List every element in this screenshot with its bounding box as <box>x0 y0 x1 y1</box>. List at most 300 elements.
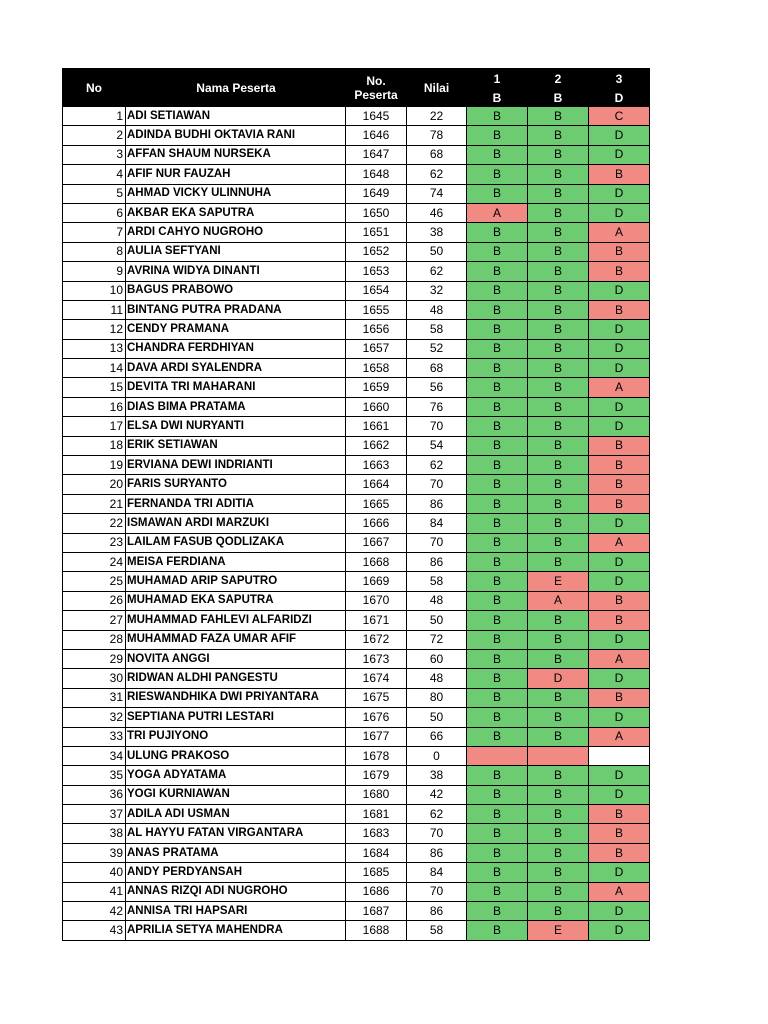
table-row <box>63 649 650 668</box>
answer-cell-3: B <box>589 475 650 494</box>
table-row <box>63 397 650 416</box>
score: 84 <box>407 863 467 882</box>
answer-cell-3: B <box>589 165 650 184</box>
table-row <box>63 262 650 281</box>
answer-cell-3: D <box>589 552 650 571</box>
answer-cell-3: A <box>589 378 650 397</box>
row-number: 15 <box>63 378 126 397</box>
answer-cell-2: B <box>528 494 589 513</box>
answer-cell-2: B <box>528 824 589 843</box>
answer-cell-2: B <box>528 145 589 164</box>
answer-cell-2: B <box>528 649 589 668</box>
table-row <box>63 436 650 455</box>
participant-number: 1673 <box>346 649 407 668</box>
participant-name: YOGA ADYATAMA <box>126 766 346 785</box>
answer-cell-2: B <box>528 378 589 397</box>
row-number: 20 <box>63 475 126 494</box>
participant-name: AFFAN SHAUM NURSEKA <box>126 145 346 164</box>
header-no-peserta-label: No. Peserta <box>354 73 398 102</box>
participant-number: 1685 <box>346 863 407 882</box>
participant-number: 1671 <box>346 611 407 630</box>
participant-number: 1658 <box>346 359 407 378</box>
score: 58 <box>407 572 467 591</box>
answer-cell-1: B <box>467 397 528 416</box>
participant-name: BAGUS PRABOWO <box>126 281 346 300</box>
answer-cell-1: B <box>467 902 528 921</box>
row-number: 31 <box>63 688 126 707</box>
answer-cell-3: B <box>589 843 650 862</box>
participant-number: 1681 <box>346 805 407 824</box>
answer-cell-3: D <box>589 281 650 300</box>
table-row <box>63 494 650 513</box>
answer-cell-1: B <box>467 552 528 571</box>
answer-cell-2: B <box>528 281 589 300</box>
participant-name: LAILAM FASUB QODLIZAKA <box>126 533 346 552</box>
answer-cell-3: D <box>589 320 650 339</box>
score: 42 <box>407 785 467 804</box>
answer-cell-2: B <box>528 863 589 882</box>
score: 74 <box>407 184 467 203</box>
participant-name: RIESWANDHIKA DWI PRIYANTARA <box>126 688 346 707</box>
score: 52 <box>407 339 467 358</box>
answer-cell-3: B <box>589 494 650 513</box>
score: 56 <box>407 378 467 397</box>
header-row-top <box>63 69 650 89</box>
table-row <box>63 417 650 436</box>
participant-number: 1672 <box>346 630 407 649</box>
answer-cell-2: B <box>528 552 589 571</box>
participant-number: 1675 <box>346 688 407 707</box>
table-row <box>63 921 650 940</box>
answer-cell-2: B <box>528 475 589 494</box>
row-number: 9 <box>63 262 126 281</box>
row-number: 6 <box>63 203 126 222</box>
table-row <box>63 281 650 300</box>
participant-number: 1663 <box>346 456 407 475</box>
score: 50 <box>407 708 467 727</box>
answer-cell-1: B <box>467 533 528 552</box>
participant-name: YOGI KURNIAWAN <box>126 785 346 804</box>
answer-cell-2: B <box>528 107 589 126</box>
answer-cell-1: B <box>467 591 528 610</box>
answer-cell-3 <box>589 746 650 765</box>
answer-cell-1: B <box>467 262 528 281</box>
answer-cell-1: B <box>467 708 528 727</box>
answer-cell-1 <box>467 746 528 765</box>
table-row <box>63 203 650 222</box>
answer-cell-1: B <box>467 494 528 513</box>
score: 58 <box>407 921 467 940</box>
header-no-peserta <box>346 69 407 107</box>
answer-cell-3: C <box>589 107 650 126</box>
participant-number: 1651 <box>346 223 407 242</box>
participant-name: DEVITA TRI MAHARANI <box>126 378 346 397</box>
table-row <box>63 727 650 746</box>
row-number: 4 <box>63 165 126 184</box>
row-number: 16 <box>63 397 126 416</box>
score: 48 <box>407 669 467 688</box>
answer-cell-2: B <box>528 456 589 475</box>
participant-name: ERVIANA DEWI INDRIANTI <box>126 456 346 475</box>
participant-name: ADINDA BUDHI OKTAVIA RANI <box>126 126 346 145</box>
table-row <box>63 165 650 184</box>
header-nilai: Nilai <box>407 69 467 107</box>
answer-key-3: D <box>589 89 650 107</box>
participant-number: 1677 <box>346 727 407 746</box>
participant-name: APRILIA SETYA MAHENDRA <box>126 921 346 940</box>
answer-cell-1: B <box>467 456 528 475</box>
participant-name: CHANDRA FERDHIYAN <box>126 339 346 358</box>
answer-cell-1: B <box>467 882 528 901</box>
participant-name: ULUNG PRAKOSO <box>126 746 346 765</box>
participant-name: DIAS BIMA PRATAMA <box>126 397 346 416</box>
participant-number: 1655 <box>346 300 407 319</box>
score: 0 <box>407 746 467 765</box>
participant-name: CENDY PRAMANA <box>126 320 346 339</box>
score: 54 <box>407 436 467 455</box>
score: 48 <box>407 300 467 319</box>
participant-name: AFIF NUR FAUZAH <box>126 165 346 184</box>
participant-number: 1662 <box>346 436 407 455</box>
participant-name: ANNISA TRI HAPSARI <box>126 902 346 921</box>
participant-number: 1648 <box>346 165 407 184</box>
row-number: 34 <box>63 746 126 765</box>
participant-number: 1688 <box>346 921 407 940</box>
participant-name: AVRINA WIDYA DINANTI <box>126 262 346 281</box>
participant-number: 1653 <box>346 262 407 281</box>
answer-cell-2: B <box>528 203 589 222</box>
answer-cell-2: B <box>528 397 589 416</box>
participant-score-table <box>62 68 650 941</box>
table-row <box>63 514 650 533</box>
answer-cell-3: B <box>589 611 650 630</box>
score: 38 <box>407 223 467 242</box>
answer-cell-1: B <box>467 572 528 591</box>
table-row <box>63 824 650 843</box>
row-number: 35 <box>63 766 126 785</box>
participant-number: 1678 <box>346 746 407 765</box>
row-number: 26 <box>63 591 126 610</box>
answer-cell-1: B <box>467 107 528 126</box>
participant-number: 1647 <box>346 145 407 164</box>
row-number: 17 <box>63 417 126 436</box>
answer-cell-1: B <box>467 824 528 843</box>
participant-number: 1668 <box>346 552 407 571</box>
participant-name: ANNAS RIZQI ADI NUGROHO <box>126 882 346 901</box>
score: 62 <box>407 262 467 281</box>
table-row <box>63 766 650 785</box>
row-number: 7 <box>63 223 126 242</box>
answer-cell-1: B <box>467 475 528 494</box>
row-number: 22 <box>63 514 126 533</box>
answer-cell-1: B <box>467 417 528 436</box>
answer-cell-2: B <box>528 882 589 901</box>
participant-name: AL HAYYU FATAN VIRGANTARA <box>126 824 346 843</box>
answer-cell-1: B <box>467 320 528 339</box>
answer-cell-2: B <box>528 223 589 242</box>
row-number: 1 <box>63 107 126 126</box>
answer-cell-1: B <box>467 242 528 261</box>
answer-cell-3: A <box>589 882 650 901</box>
row-number: 19 <box>63 456 126 475</box>
table-row <box>63 746 650 765</box>
participant-number: 1679 <box>346 766 407 785</box>
row-number: 3 <box>63 145 126 164</box>
answer-cell-2: B <box>528 184 589 203</box>
participant-number: 1660 <box>346 397 407 416</box>
table-row <box>63 843 650 862</box>
header-nama-peserta: Nama Peserta <box>126 69 346 107</box>
score: 66 <box>407 727 467 746</box>
participant-name: MUHAMMAD FAHLEVI ALFARIDZI <box>126 611 346 630</box>
participant-name: FARIS SURYANTO <box>126 475 346 494</box>
participant-number: 1684 <box>346 843 407 862</box>
answer-cell-2: B <box>528 611 589 630</box>
header-no: No <box>63 69 126 107</box>
participant-name: ADILA ADI USMAN <box>126 805 346 824</box>
table-row <box>63 805 650 824</box>
answer-cell-1: B <box>467 281 528 300</box>
answer-cell-2 <box>528 746 589 765</box>
answer-cell-3: D <box>589 669 650 688</box>
table-row <box>63 223 650 242</box>
row-number: 33 <box>63 727 126 746</box>
row-number: 13 <box>63 339 126 358</box>
answer-cell-1: B <box>467 630 528 649</box>
row-number: 24 <box>63 552 126 571</box>
participant-number: 1646 <box>346 126 407 145</box>
answer-cell-1: B <box>467 436 528 455</box>
row-number: 10 <box>63 281 126 300</box>
row-number: 30 <box>63 669 126 688</box>
participant-name: TRI PUJIYONO <box>126 727 346 746</box>
row-number: 12 <box>63 320 126 339</box>
participant-number: 1670 <box>346 591 407 610</box>
answer-cell-3: D <box>589 397 650 416</box>
table-row <box>63 882 650 901</box>
table-body <box>63 107 650 941</box>
answer-cell-3: D <box>589 863 650 882</box>
row-number: 32 <box>63 708 126 727</box>
participant-name: ARDI CAHYO NUGROHO <box>126 223 346 242</box>
score: 86 <box>407 843 467 862</box>
answer-cell-3: B <box>589 242 650 261</box>
row-number: 8 <box>63 242 126 261</box>
answer-cell-3: D <box>589 921 650 940</box>
participant-number: 1676 <box>346 708 407 727</box>
participant-number: 1687 <box>346 902 407 921</box>
score: 62 <box>407 456 467 475</box>
answer-cell-2: B <box>528 262 589 281</box>
row-number: 36 <box>63 785 126 804</box>
row-number: 42 <box>63 902 126 921</box>
score: 38 <box>407 766 467 785</box>
table-row <box>63 242 650 261</box>
table-row <box>63 708 650 727</box>
row-number: 41 <box>63 882 126 901</box>
answer-cell-3: D <box>589 630 650 649</box>
participant-name: ERIK SETIAWAN <box>126 436 346 455</box>
answer-cell-3: A <box>589 727 650 746</box>
participant-name: BINTANG PUTRA PRADANA <box>126 300 346 319</box>
answer-cell-2: E <box>528 572 589 591</box>
answer-cell-2: B <box>528 417 589 436</box>
score: 48 <box>407 591 467 610</box>
answer-cell-3: D <box>589 514 650 533</box>
answer-cell-2: A <box>528 591 589 610</box>
answer-cell-2: B <box>528 300 589 319</box>
answer-cell-1: B <box>467 727 528 746</box>
table-row <box>63 456 650 475</box>
score: 22 <box>407 107 467 126</box>
score: 84 <box>407 514 467 533</box>
participant-number: 1661 <box>346 417 407 436</box>
row-number: 39 <box>63 843 126 862</box>
row-number: 5 <box>63 184 126 203</box>
table-row <box>63 145 650 164</box>
participant-number: 1664 <box>346 475 407 494</box>
table-row <box>63 184 650 203</box>
row-number: 43 <box>63 921 126 940</box>
score: 86 <box>407 494 467 513</box>
answer-cell-1: B <box>467 863 528 882</box>
answer-cell-3: B <box>589 436 650 455</box>
row-number: 2 <box>63 126 126 145</box>
answer-cell-1: B <box>467 805 528 824</box>
answer-cell-3: B <box>589 591 650 610</box>
answer-cell-1: B <box>467 514 528 533</box>
participant-number: 1659 <box>346 378 407 397</box>
participant-number: 1649 <box>346 184 407 203</box>
answer-cell-2: B <box>528 708 589 727</box>
table-row <box>63 611 650 630</box>
score: 70 <box>407 475 467 494</box>
score: 62 <box>407 165 467 184</box>
answer-cell-2: B <box>528 320 589 339</box>
answer-cell-2: B <box>528 727 589 746</box>
answer-cell-3: A <box>589 533 650 552</box>
table-row <box>63 300 650 319</box>
answer-cell-3: D <box>589 203 650 222</box>
table-row <box>63 630 650 649</box>
participant-name: AHMAD VICKY ULINNUHA <box>126 184 346 203</box>
answer-cell-3: B <box>589 262 650 281</box>
answer-cell-3: D <box>589 417 650 436</box>
answer-cell-3: D <box>589 184 650 203</box>
answer-cell-2: B <box>528 514 589 533</box>
table-row <box>63 591 650 610</box>
answer-cell-1: B <box>467 126 528 145</box>
table-row <box>63 126 650 145</box>
table-row <box>63 669 650 688</box>
participant-name: ADI SETIAWAN <box>126 107 346 126</box>
table-header <box>63 69 650 107</box>
answer-cell-1: B <box>467 921 528 940</box>
participant-name: FERNANDA TRI ADITIA <box>126 494 346 513</box>
table-row <box>63 863 650 882</box>
answer-cell-3: B <box>589 456 650 475</box>
table-row <box>63 785 650 804</box>
participant-number: 1669 <box>346 572 407 591</box>
answer-cell-2: B <box>528 688 589 707</box>
answer-cell-2: B <box>528 126 589 145</box>
answer-cell-2: B <box>528 843 589 862</box>
participant-name: MUHAMAD ARIP SAPUTRO <box>126 572 346 591</box>
table-row <box>63 320 650 339</box>
score: 70 <box>407 417 467 436</box>
participant-number: 1680 <box>346 785 407 804</box>
score: 70 <box>407 533 467 552</box>
score: 70 <box>407 882 467 901</box>
answer-cell-2: B <box>528 165 589 184</box>
answer-cell-2: B <box>528 902 589 921</box>
score: 70 <box>407 824 467 843</box>
score: 58 <box>407 320 467 339</box>
answer-cell-3: A <box>589 649 650 668</box>
answer-key-2: B <box>528 89 589 107</box>
participant-name: ANAS PRATAMA <box>126 843 346 862</box>
answer-cell-3: D <box>589 359 650 378</box>
answer-cell-3: D <box>589 126 650 145</box>
table-row <box>63 552 650 571</box>
answer-cell-1: B <box>467 669 528 688</box>
table-row <box>63 572 650 591</box>
answer-cell-3: B <box>589 824 650 843</box>
row-number: 38 <box>63 824 126 843</box>
row-number: 28 <box>63 630 126 649</box>
row-number: 29 <box>63 649 126 668</box>
answer-cell-2: E <box>528 921 589 940</box>
answer-cell-1: B <box>467 766 528 785</box>
row-number: 14 <box>63 359 126 378</box>
participant-name: SEPTIANA PUTRI LESTARI <box>126 708 346 727</box>
row-number: 25 <box>63 572 126 591</box>
participant-name: MUHAMAD EKA SAPUTRA <box>126 591 346 610</box>
answer-cell-1: B <box>467 184 528 203</box>
table-row <box>63 359 650 378</box>
row-number: 21 <box>63 494 126 513</box>
participant-number: 1657 <box>346 339 407 358</box>
answer-cell-3: B <box>589 805 650 824</box>
answer-cell-1: B <box>467 785 528 804</box>
participant-name: ANDY PERDYANSAH <box>126 863 346 882</box>
answer-cell-3: D <box>589 145 650 164</box>
participant-number: 1665 <box>346 494 407 513</box>
participant-name: ISMAWAN ARDI MARZUKI <box>126 514 346 533</box>
row-number: 40 <box>63 863 126 882</box>
participant-name: AULIA SEFTYANI <box>126 242 346 261</box>
answer-cell-2: B <box>528 339 589 358</box>
participant-name: AKBAR EKA SAPUTRA <box>126 203 346 222</box>
answer-cell-2: B <box>528 785 589 804</box>
table-row <box>63 688 650 707</box>
answer-cell-1: B <box>467 339 528 358</box>
participant-number: 1683 <box>346 824 407 843</box>
answer-cell-3: D <box>589 339 650 358</box>
score: 60 <box>407 649 467 668</box>
answer-cell-1: B <box>467 359 528 378</box>
header-question-2: 2 <box>528 69 589 89</box>
participant-name: MEISA FERDIANA <box>126 552 346 571</box>
participant-number: 1686 <box>346 882 407 901</box>
answer-cell-1: B <box>467 145 528 164</box>
participant-name: DAVA ARDI SYALENDRA <box>126 359 346 378</box>
answer-cell-3: D <box>589 708 650 727</box>
score: 80 <box>407 688 467 707</box>
participant-number: 1667 <box>346 533 407 552</box>
answer-cell-2: D <box>528 669 589 688</box>
answer-cell-1: B <box>467 223 528 242</box>
